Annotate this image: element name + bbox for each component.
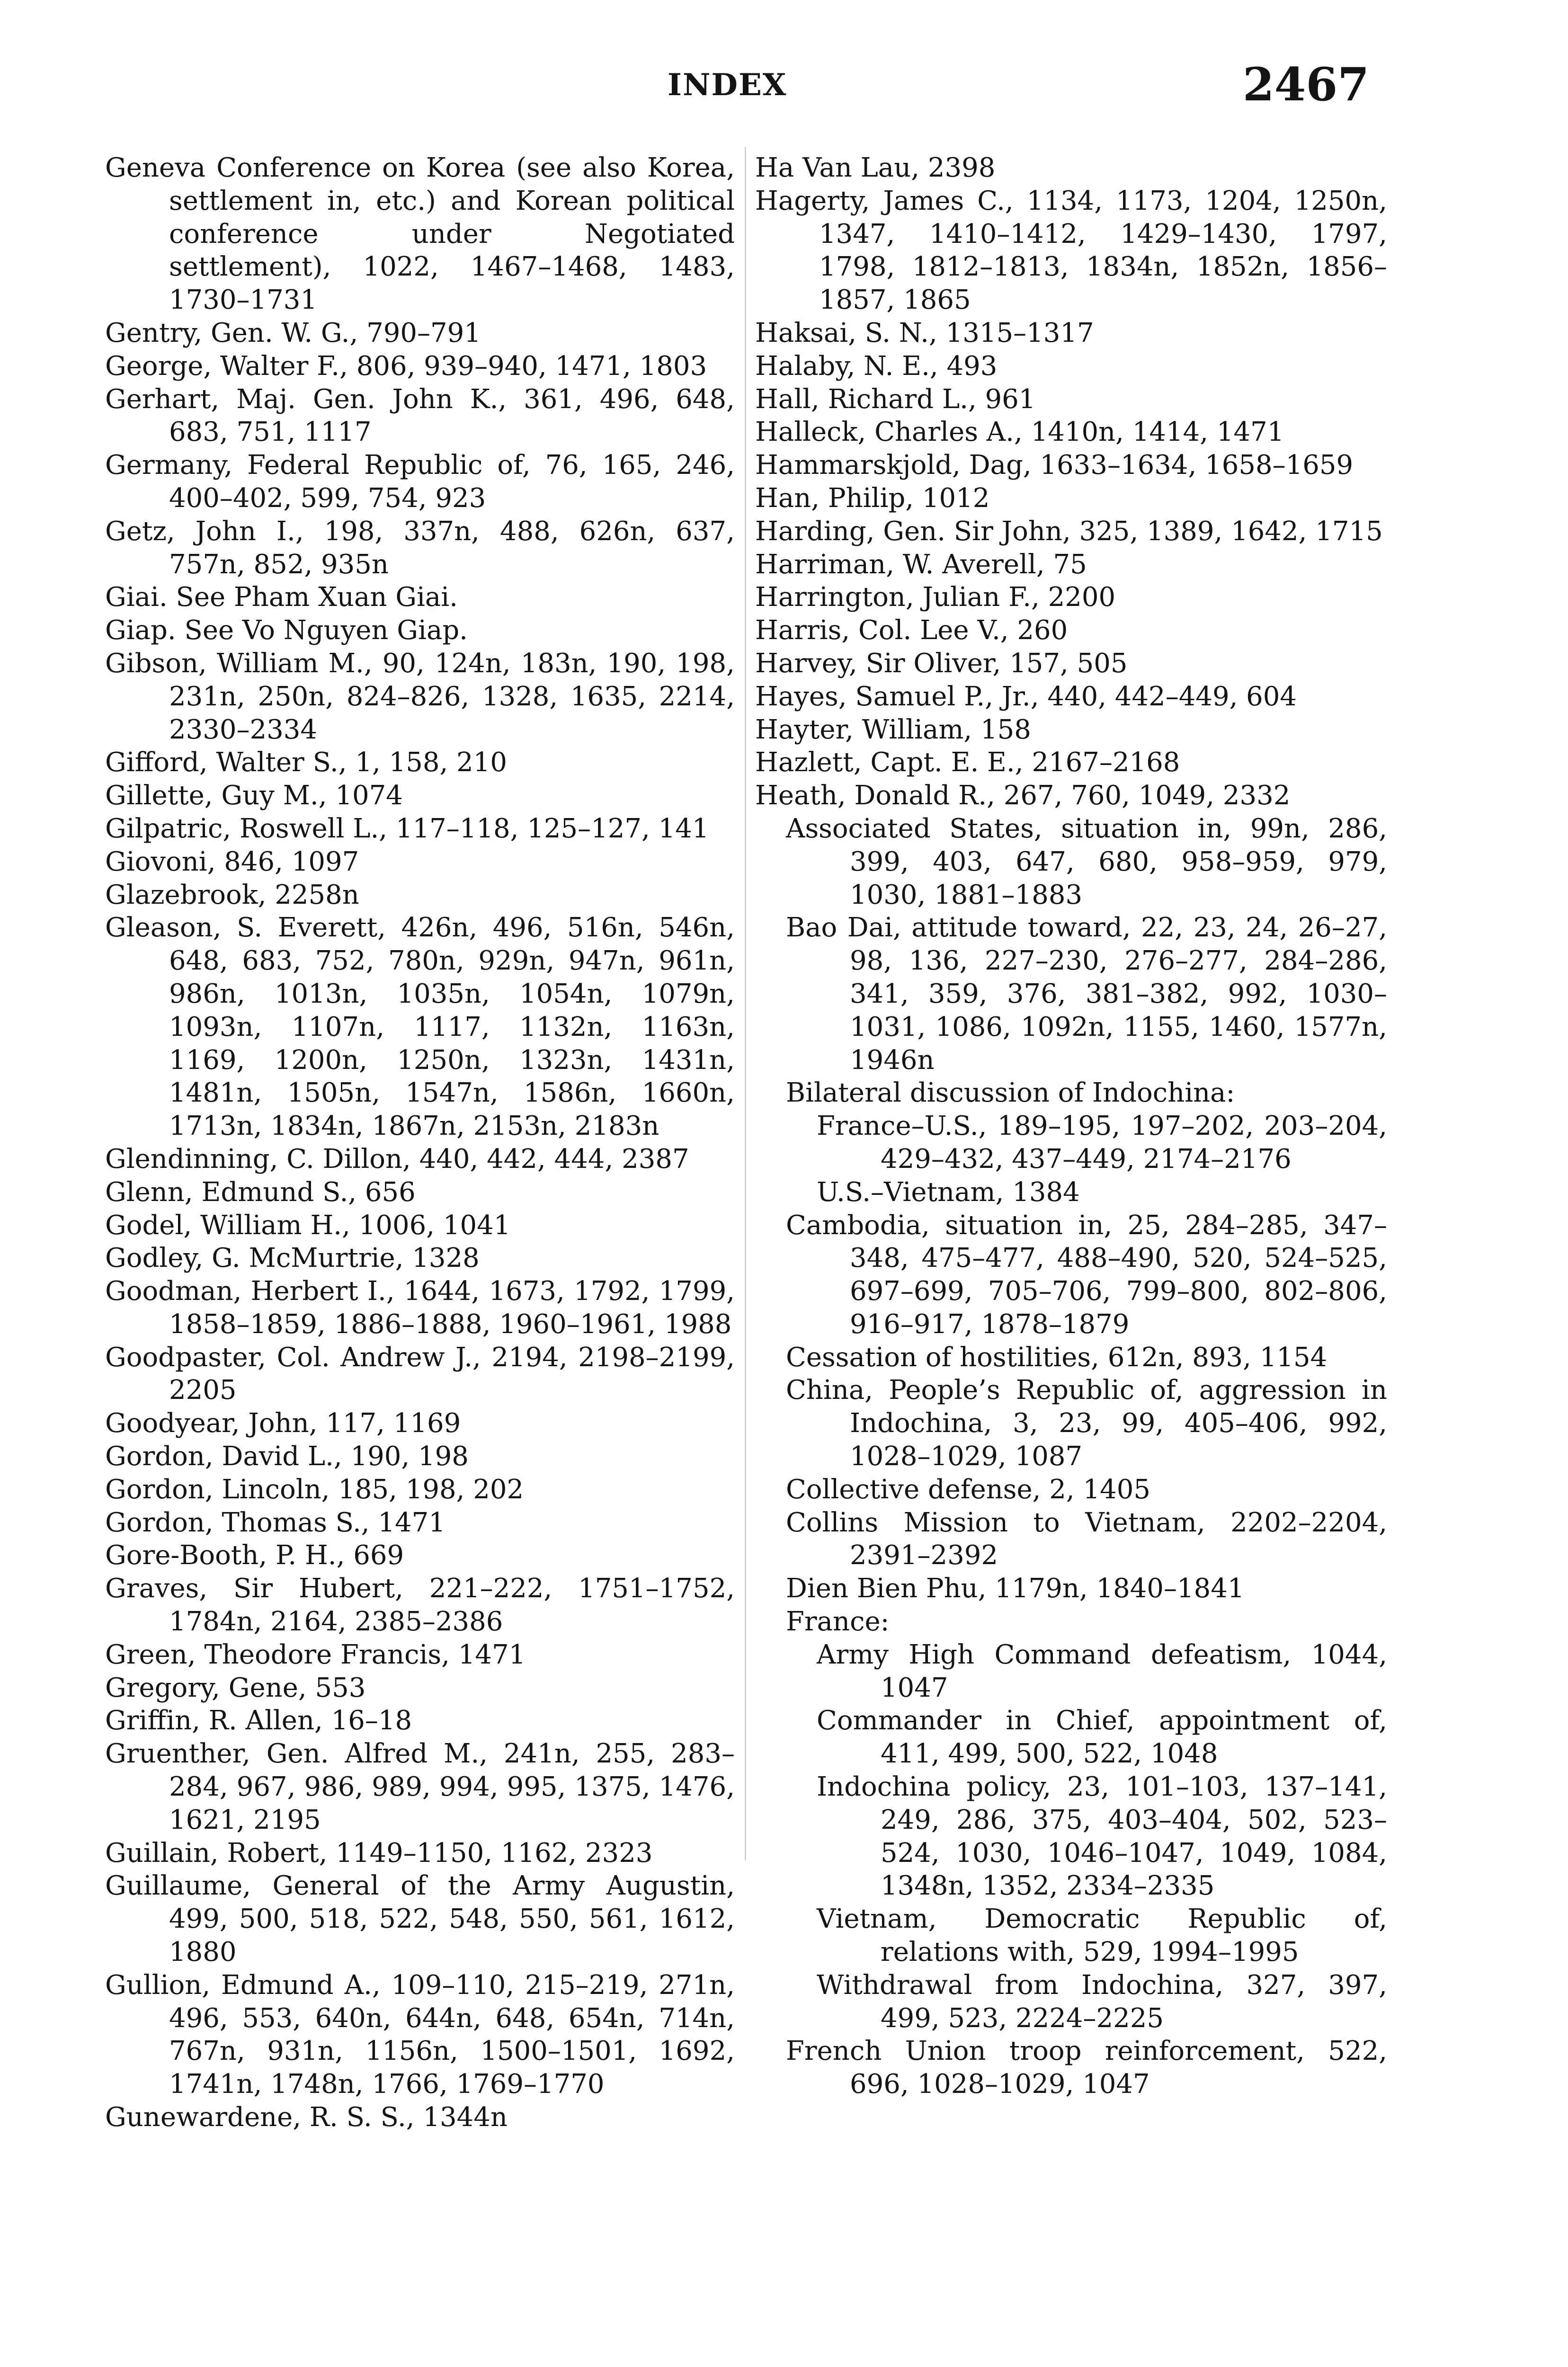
index-entry: Giai. See Pham Xuan Giai. <box>105 582 458 613</box>
index-entry: Godley, G. McMurtrie, 1328 <box>105 1243 480 1274</box>
index-entry: Gordon, David L., 190, 198 <box>105 1441 469 1472</box>
index-subentry: Bilateral discussion of Indochina: <box>786 1077 1235 1109</box>
index-entry: Guillain, Robert, 1149–1150, 1162, 2323 <box>105 1837 653 1869</box>
index-entry: Gerhart, Maj. Gen. John K., 361, 496, 648, 683, 751, 1117 <box>105 383 735 448</box>
index-entry: Gilpatric, Roswell L., 117–118, 125–127, 141 <box>105 813 709 844</box>
index-subentry: France–U.S., 189–195, 197–202, 203–204, 429–432, 437–449, 2174–2176 <box>817 1111 1387 1175</box>
index-entry: Hammarskjold, Dag, 1633–1634, 1658–1659 <box>755 450 1354 481</box>
index-entry: Gleason, S. Everett, 426n, 496, 516n, 546n, 648, 683, 752, 780n, 929n, 947n, 961n, 986n, 1013n, 1035n, 1054n, 1079n, 1093n, 1107n, 1117, 1132n, 1163n, 1169, 1200n, 1250n, 1323n, 1431n, 1481n, 1505n, 1547n, 1586n, 1660n, 1713n, 1834n, 1867n, 2153n, 2183n <box>105 912 735 1142</box>
index-entry: Getz, John I., 198, 337n, 488, 626n, 637, 757n, 852, 935n <box>105 516 735 580</box>
index-entry: Gordon, Thomas S., 1471 <box>105 1507 445 1538</box>
index-entry: Guillaume, General of the Army Augustin, 499, 500, 518, 522, 548, 550, 561, 1612, 1880 <box>105 1870 735 1968</box>
index-entry: Giovoni, 846, 1097 <box>105 846 359 877</box>
index-subentry: Collective defense, 2, 1405 <box>786 1474 1151 1505</box>
index-subentry: China, People’s Republic of, aggression in Indochina, 3, 23, 99, 405–406, 992, 1028–1029, 1087 <box>786 1375 1387 1472</box>
index-subentry: Withdrawal from Indochina, 327, 397, 499, 523, 2224–2225 <box>817 1969 1387 2034</box>
index-subentry: Collins Mission to Vietnam, 2202–2204, 2391–2392 <box>786 1507 1387 1571</box>
index-entry: Gruenther, Gen. Alfred M., 241n, 255, 283–284, 967, 986, 989, 994, 995, 1375, 1476, 1621, 2195 <box>105 1738 735 1835</box>
index-subentry: Commander in Chief, appointment of, 411, 499, 500, 522, 1048 <box>817 1705 1387 1770</box>
index-subentry: France: <box>786 1606 890 1637</box>
index-entry: Goodman, Herbert I., 1644, 1673, 1792, 1799, 1858–1859, 1886–1888, 1960–1961, 1988 <box>105 1276 735 1340</box>
index-entry: Gillette, Guy M., 1074 <box>105 780 403 811</box>
index-subentry: French Union troop reinforcement, 522, 696, 1028–1029, 1047 <box>786 2036 1387 2100</box>
index-entry: Gullion, Edmund A., 109–110, 215–219, 271n, 496, 553, 640n, 644n, 648, 654n, 714n, 767n, 931n, 1156n, 1500–1501, 1692, 1741n, 1748n, 1766, 1769–1770 <box>105 1969 735 2100</box>
index-entry: Harding, Gen. Sir John, 325, 1389, 1642, 1715 <box>755 516 1383 547</box>
index-entry: Haksai, S. N., 1315–1317 <box>755 317 1094 348</box>
index-entry: Halleck, Charles A., 1410n, 1414, 1471 <box>755 417 1284 448</box>
index-entry: Glendinning, C. Dillon, 440, 442, 444, 2387 <box>105 1143 689 1175</box>
index-entry: Geneva Conference on Korea (see also Korea, settlement in, etc.) and Korean political conference under Negotiated settlement), 1022, 1467–1468, 1483, 1730–1731 <box>105 152 735 316</box>
index-entry: Gregory, Gene, 553 <box>105 1672 366 1703</box>
index-entry: Gordon, Lincoln, 185, 198, 202 <box>105 1474 524 1505</box>
index-entry: Germany, Federal Republic of, 76, 165, 246, 400–402, 599, 754, 923 <box>105 450 735 514</box>
index-entry: Halaby, N. E., 493 <box>755 350 998 382</box>
index-entry: Hall, Richard L., 961 <box>755 383 1036 415</box>
index-entry: Gentry, Gen. W. G., 790–791 <box>105 317 481 348</box>
index-column-left <box>105 151 735 2134</box>
index-entry: Harrington, Julian F., 2200 <box>755 582 1116 613</box>
index-entry: Goodyear, John, 117, 1169 <box>105 1408 461 1439</box>
index-entry: Hagerty, James C., 1134, 1173, 1204, 1250n, 1347, 1410–1412, 1429–1430, 1797, 1798, 1812–1813, 1834n, 1852n, 1856–1857, 1865 <box>755 185 1387 316</box>
index-subentry: Dien Bien Phu, 1179n, 1840–1841 <box>786 1573 1245 1604</box>
index-subentry: Bao Dai, attitude toward, 22, 23, 24, 26–27, 98, 136, 227–230, 276–277, 284–286, 341, 359, 376, 381–382, 992, 1030–1031, 1086, 1092n, 1155, 1460, 1577n, 1946n <box>786 912 1387 1076</box>
index-entry: Hayes, Samuel P., Jr., 440, 442–449, 604 <box>755 681 1297 712</box>
index-entry: Green, Theodore Francis, 1471 <box>105 1639 526 1670</box>
column-divider <box>745 147 746 1860</box>
index-subentry: Army High Command defeatism, 1044, 1047 <box>817 1639 1387 1703</box>
index-subentry: Cessation of hostilities, 612n, 893, 1154 <box>786 1342 1327 1373</box>
index-entry: Godel, William H., 1006, 1041 <box>105 1210 511 1241</box>
index-entry: Harriman, W. Averell, 75 <box>755 549 1087 580</box>
index-entry: Gunewardene, R. S. S., 1344n <box>105 2102 508 2133</box>
page-header <box>0 53 1568 119</box>
index-entry: Graves, Sir Hubert, 221–222, 1751–1752, 1784n, 2164, 2385–2386 <box>105 1573 735 1637</box>
index-entry: Harvey, Sir Oliver, 157, 505 <box>755 648 1128 679</box>
index-subentry: Indochina policy, 23, 101–103, 137–141, 249, 286, 375, 403–404, 502, 523–524, 1030, 1046–1047, 1049, 1084, 1348n, 1352, 2334–2335 <box>817 1771 1387 1902</box>
index-subentry: U.S.–Vietnam, 1384 <box>817 1176 1080 1208</box>
index-entry: Gibson, William M., 90, 124n, 183n, 190, 198, 231n, 250n, 824–826, 1328, 1635, 2214, 2330–2334 <box>105 648 735 745</box>
index-entry: Han, Philip, 1012 <box>755 482 990 514</box>
index-column-right <box>755 151 1387 2101</box>
page-title: INDEX <box>668 67 787 103</box>
index-entry: Hazlett, Capt. E. E., 2167–2168 <box>755 747 1180 778</box>
index-entry: Griffin, R. Allen, 16–18 <box>105 1705 412 1736</box>
index-entry: Hayter, William, 158 <box>755 714 1031 745</box>
index-entry: Ha Van Lau, 2398 <box>755 152 996 183</box>
index-entry: Heath, Donald R., 267, 760, 1049, 2332 <box>755 780 1291 811</box>
index-entry: Giap. See Vo Nguyen Giap. <box>105 615 468 646</box>
page-number: 2467 <box>1242 58 1369 111</box>
index-entry: Gifford, Walter S., 1, 158, 210 <box>105 747 507 778</box>
index-subentry: Associated States, situation in, 99n, 286, 399, 403, 647, 680, 958–959, 979, 1030, 1881–1883 <box>786 813 1387 910</box>
index-subentry: Cambodia, situation in, 25, 284–285, 347–348, 475–477, 488–490, 520, 524–525, 697–699, 705–706, 799–800, 802–806, 916–917, 1878–1879 <box>786 1210 1387 1340</box>
index-entry: Glenn, Edmund S., 656 <box>105 1176 416 1208</box>
index-entry: Gore-Booth, P. H., 669 <box>105 1540 404 1571</box>
index-entry: Harris, Col. Lee V., 260 <box>755 615 1068 646</box>
index-subentry: Vietnam, Democratic Republic of, relations with, 529, 1994–1995 <box>817 1904 1387 1968</box>
index-entry: George, Walter F., 806, 939–940, 1471, 1803 <box>105 350 707 382</box>
index-entry: Goodpaster, Col. Andrew J., 2194, 2198–2199, 2205 <box>105 1342 735 1406</box>
index-entry: Glazebrook, 2258n <box>105 879 359 910</box>
